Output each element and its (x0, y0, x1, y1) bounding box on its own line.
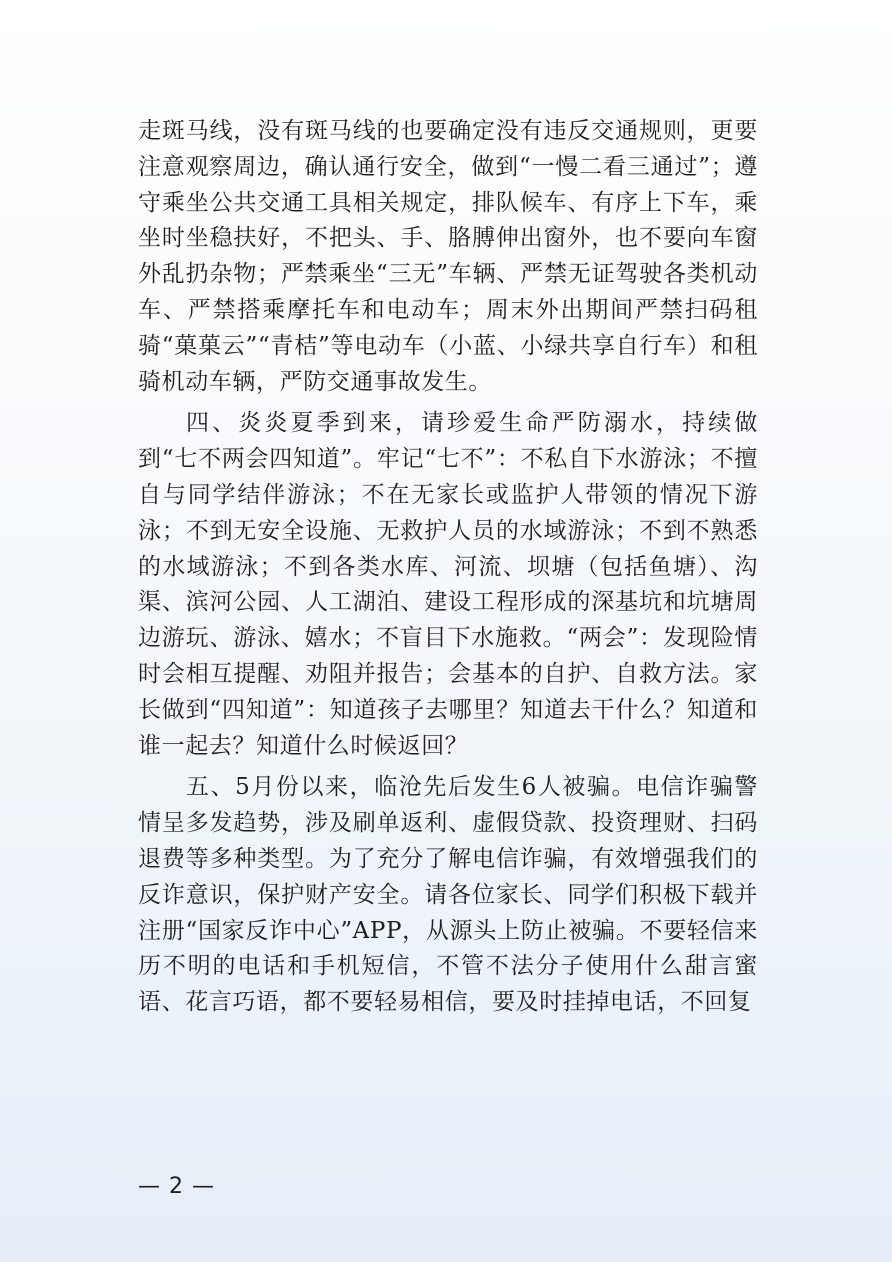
document-body (138, 114, 758, 1021)
paragraph-traffic-safety: 走斑马线，没有斑马线的也要确定没有违反交通规则，更要注意观察周边，确认通行安全，做到“一慢二看三通过”；遵守乘坐公共交通工具相关规定，排队候车、有序上下车，乘坐时坐稳扶好，不把头、手、胳膊伸出窗外，也不要向车窗外乱扔杂物；严禁乘坐“三无”车辆、严禁无证驾驶各类机动车、严禁搭乘摩托车和电动车；周末外出期间严禁扫码租骑“菓菓云”“青桔”等电动车（小蓝、小绿共享自行车）和租骑机动车辆，严防交通事故发生。 (138, 118, 758, 395)
paragraph-drowning-prevention: 四、炎炎夏季到来，请珍爱生命严防溺水，持续做到“七不两会四知道”。牢记“七不”：不私自下水游泳；不擅自与同学结伴游泳；不在无家长或监护人带领的情况下游泳；不到无安全设施、无救护人员的水域游泳；不到不熟悉的水域游泳；不到各类水库、河流、坝塘（包括鱼塘）、沟渠、滨河公园、人工湖泊、建设工程形成的深基坑和坑塘周边游玩、游泳、嬉水；不盲目下水施救。“两会”：发现险情时会相互提醒、劝阻并报告；会基本的自护、自救方法。家长做到“四知道”：知道孩子去哪里？知道去干什么？知道和谁一起去？知道什么时候返回？ (138, 410, 758, 759)
paragraph-anti-fraud: 五、5月份以来，临沧先后发生6人被骗。电信诈骗警情呈多发趋势，涉及刷单返利、虚假贷款、投资理财、扫码退费等多种类型。为了充分了解电信诈骗，有效增强我们的反诈意识，保护财产安全。请各位家长、同学们积极下载并注册“国家反诈中心”APP，从源头上防止被骗。不要轻信来历不明的电话和手机短信，不管不法分子使用什么甜言蜜语、花言巧语，都不要轻易相信，要及时挂掉电话，不回复 (138, 774, 758, 1016)
page-number: — 2 — (138, 1174, 215, 1199)
